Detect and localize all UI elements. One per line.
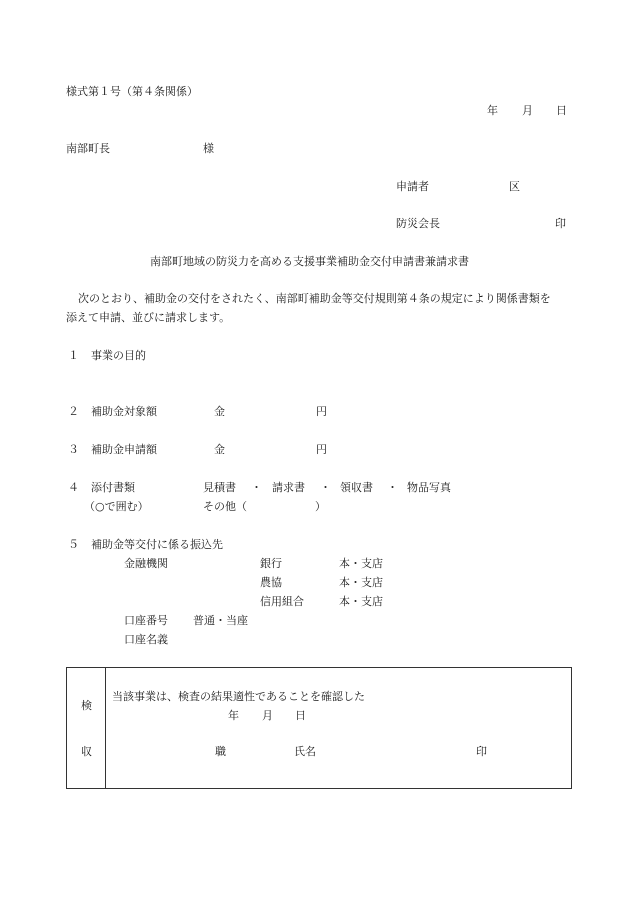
item-4-label: 添付書類 — [91, 481, 135, 494]
item-3-yen: 円 — [316, 443, 327, 456]
doc-estimate: 見積書 — [203, 481, 236, 494]
inspection-date-month: 月 — [262, 709, 273, 722]
bank-type-ja: 農協 — [260, 576, 282, 589]
inspection-side-top: 検 — [81, 699, 92, 712]
item-3-kin: 金 — [214, 443, 225, 456]
account-type: 普通・当座 — [193, 614, 248, 627]
addressee-name: 南部町長 — [66, 142, 110, 155]
inspection-seal: 印 — [476, 745, 487, 758]
intro-line-2: 添えて申請、並びに請求します。 — [66, 311, 231, 324]
item-3-number: ３ — [68, 443, 79, 456]
doc-photo: 物品写真 — [407, 481, 451, 494]
document-title: 南部町地域の防災力を高める支援事業補助金交付申請書兼請求書 — [150, 255, 469, 268]
inspection-date-day: 日 — [295, 709, 306, 722]
item-1-number: １ — [68, 349, 79, 362]
item-2-kin: 金 — [214, 405, 225, 418]
applicant-role: 防災会長 — [396, 217, 440, 230]
bank-type-credit-union: 信用組合 — [260, 595, 304, 608]
item-2-number: ２ — [68, 405, 79, 418]
applicant-ward: 区 — [509, 180, 520, 193]
date-day: 日 — [556, 104, 567, 117]
bank-type-bank: 銀行 — [260, 557, 282, 570]
bank-branch: 本・支店 — [339, 576, 383, 589]
item-4-note: （○で囲む） — [84, 500, 149, 513]
applicant-seal: 印 — [555, 217, 566, 230]
bank-branch: 本・支店 — [339, 557, 383, 570]
inspection-date-year: 年 — [228, 709, 239, 722]
item-3-label: 補助金申請額 — [91, 443, 157, 456]
inspection-post: 職 — [215, 745, 226, 758]
doc-other-label: その他（ — [203, 500, 247, 513]
addressee-honorific: 様 — [203, 142, 214, 155]
institution-label: 金融機関 — [124, 557, 168, 570]
item-2-yen: 円 — [316, 405, 327, 418]
applicant-label: 申請者 — [396, 180, 429, 193]
item-5-number: ５ — [68, 538, 79, 551]
intro-line-1: 次のとおり、補助金の交付をされたく、南部町補助金等交付規則第４条の規定により関係書類を — [78, 292, 551, 305]
inspection-statement: 当該事業は、検査の結果適性であることを確認した — [112, 690, 365, 703]
doc-invoice: 請求書 — [272, 481, 305, 494]
date-year: 年 — [487, 104, 498, 117]
inspection-box — [66, 667, 572, 789]
doc-separator: ・ — [320, 481, 331, 494]
account-name-label: 口座名義 — [124, 633, 168, 646]
doc-separator: ・ — [251, 481, 262, 494]
inspection-side-bottom: 収 — [81, 745, 92, 758]
date-month: 月 — [522, 104, 533, 117]
item-5-label: 補助金等交付に係る振込先 — [91, 538, 223, 551]
doc-separator: ・ — [387, 481, 398, 494]
doc-receipt: 領収書 — [340, 481, 373, 494]
inspection-divider — [105, 668, 106, 788]
inspection-name: 氏名 — [294, 745, 316, 758]
item-1-label: 事業の目的 — [91, 349, 146, 362]
bank-branch: 本・支店 — [339, 595, 383, 608]
doc-other-close: ） — [315, 500, 326, 513]
item-4-number: ４ — [68, 481, 79, 494]
form-number: 様式第１号（第４条関係） — [66, 85, 198, 98]
account-number-label: 口座番号 — [124, 614, 168, 627]
item-2-label: 補助金対象額 — [91, 405, 157, 418]
